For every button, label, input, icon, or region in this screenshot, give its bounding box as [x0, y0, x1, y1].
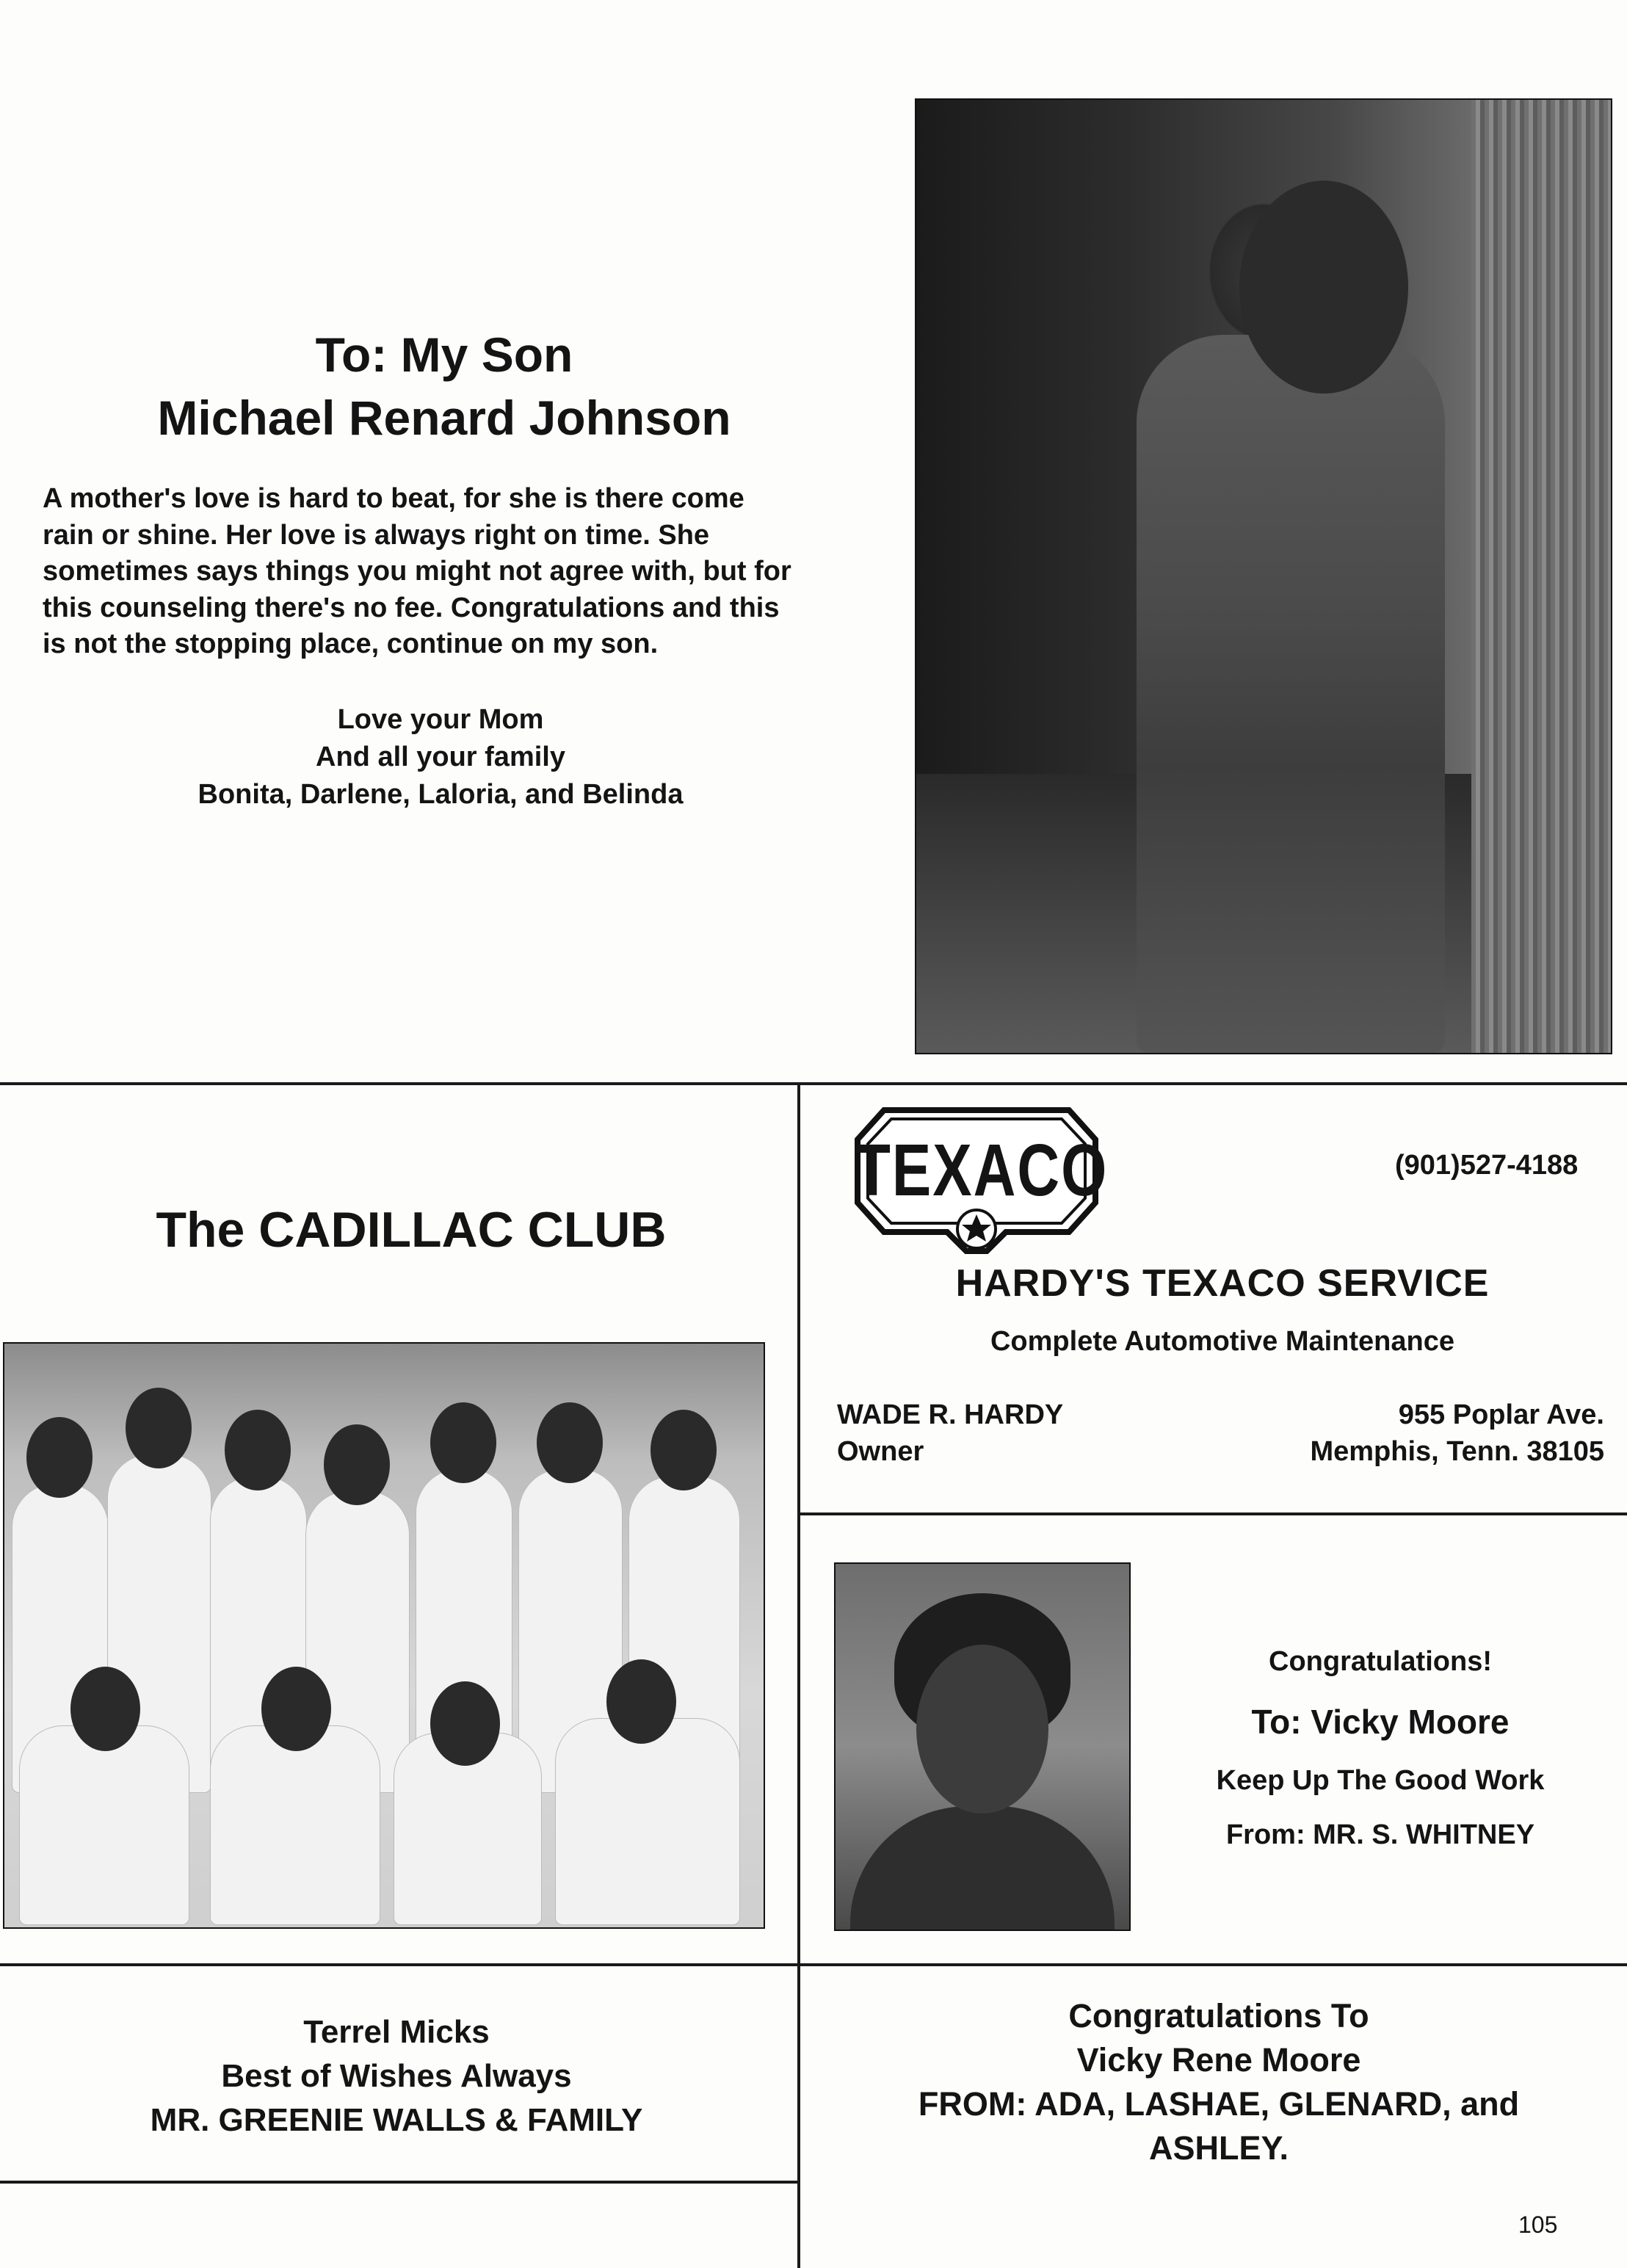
letter-title	[44, 323, 844, 449]
terrel-line: MR. GREENIE WALLS & FAMILY	[150, 2102, 643, 2138]
photo-face	[261, 1667, 331, 1751]
signature-line: Love your Mom	[337, 704, 544, 735]
letter-title-line2: Michael Renard Johnson	[157, 391, 731, 445]
photo-figure-body	[1137, 335, 1445, 1054]
paragraph-line: sometimes says things you might not agree with, but for	[43, 556, 791, 587]
paragraph-line: rain or shine. Her love is always right on time. She	[43, 519, 710, 551]
letter-signature	[44, 701, 837, 814]
signature-line: And all your family	[316, 742, 565, 772]
paragraph-line: this counseling there's no fee. Congratulations and this	[43, 592, 780, 623]
cadillac-club-title: The CADILLAC CLUB	[156, 1202, 667, 1258]
vicky-rene-congrats	[815, 1994, 1623, 2170]
signature-line: Bonita, Darlene, Laloria, and Belinda	[198, 779, 684, 810]
son-portrait-photo	[915, 98, 1612, 1054]
photo-face	[606, 1659, 676, 1744]
photo-person	[19, 1725, 189, 1925]
photo-face	[225, 1410, 291, 1490]
texaco-logo	[855, 1107, 1109, 1254]
photo-face	[430, 1402, 496, 1483]
divider-horizontal-bottom-left	[0, 2181, 797, 2184]
congrats-line: ASHLEY.	[1148, 2129, 1289, 2167]
photo-face	[430, 1681, 500, 1766]
terrel-line: Best of Wishes Always	[221, 2058, 572, 2094]
photo-face	[324, 1424, 390, 1505]
photo-person	[555, 1718, 740, 1925]
texaco-owner	[837, 1396, 1063, 1470]
divider-horizontal-lower	[0, 1963, 1627, 1966]
divider-vertical-center	[797, 1082, 800, 2268]
photo-person	[210, 1725, 380, 1925]
photo-face	[26, 1417, 93, 1498]
address-line: Memphis, Tenn. 38105	[1310, 1436, 1604, 1467]
owner-name: WADE R. HARDY	[837, 1399, 1064, 1430]
photo-face	[70, 1667, 140, 1751]
page-number: 105	[1518, 2211, 1558, 2238]
texaco-business-name: HARDY'S TEXACO SERVICE	[955, 1262, 1490, 1305]
terrel-line: Terrel Micks	[303, 2014, 490, 2050]
address-line: 955 Poplar Ave.	[1398, 1399, 1604, 1430]
vicky-sender: From: MR. S. WHITNEY	[1225, 1819, 1535, 1850]
vicky-message: Keep Up The Good Work	[1216, 1765, 1545, 1796]
letter-paragraph	[43, 481, 865, 663]
divider-horizontal-right-mid	[797, 1512, 1627, 1515]
texaco-tagline: Complete Automotive Maintenance	[990, 1326, 1454, 1357]
congrats-line: Congratulations To	[1068, 1997, 1369, 2035]
photo-figure-head	[1239, 181, 1408, 394]
paragraph-line: is not the stopping place, continue on my son.	[43, 628, 659, 659]
texaco-address	[1175, 1396, 1604, 1470]
vicky-congratulations: Congratulations!	[1269, 1646, 1492, 1677]
congrats-line: Vicky Rene Moore	[1076, 2041, 1361, 2079]
texaco-phone: (901)527-4188	[1395, 1150, 1579, 1181]
photo-shoulders	[850, 1806, 1115, 1931]
photo-face	[651, 1410, 717, 1490]
photo-face	[537, 1402, 603, 1483]
cadillac-club-group-photo	[3, 1342, 765, 1929]
texaco-logo-text: TEXACO	[855, 1128, 1109, 1211]
congrats-line: FROM: ADA, LASHAE, GLENARD, and	[918, 2085, 1520, 2123]
photo-tree-trunk	[1471, 100, 1611, 1053]
terrel-message	[44, 2010, 749, 2142]
divider-horizontal-top	[0, 1082, 1627, 1085]
letter-title-line1: To: My Son	[315, 327, 573, 382]
paragraph-line: A mother's love is hard to beat, for she is there come	[43, 483, 744, 514]
owner-title: Owner	[837, 1436, 924, 1467]
vicky-recipient: To: Vicky Moore	[1251, 1703, 1510, 1741]
vicky-portrait-photo	[834, 1562, 1131, 1931]
photo-face	[916, 1645, 1048, 1814]
photo-face	[126, 1388, 192, 1468]
